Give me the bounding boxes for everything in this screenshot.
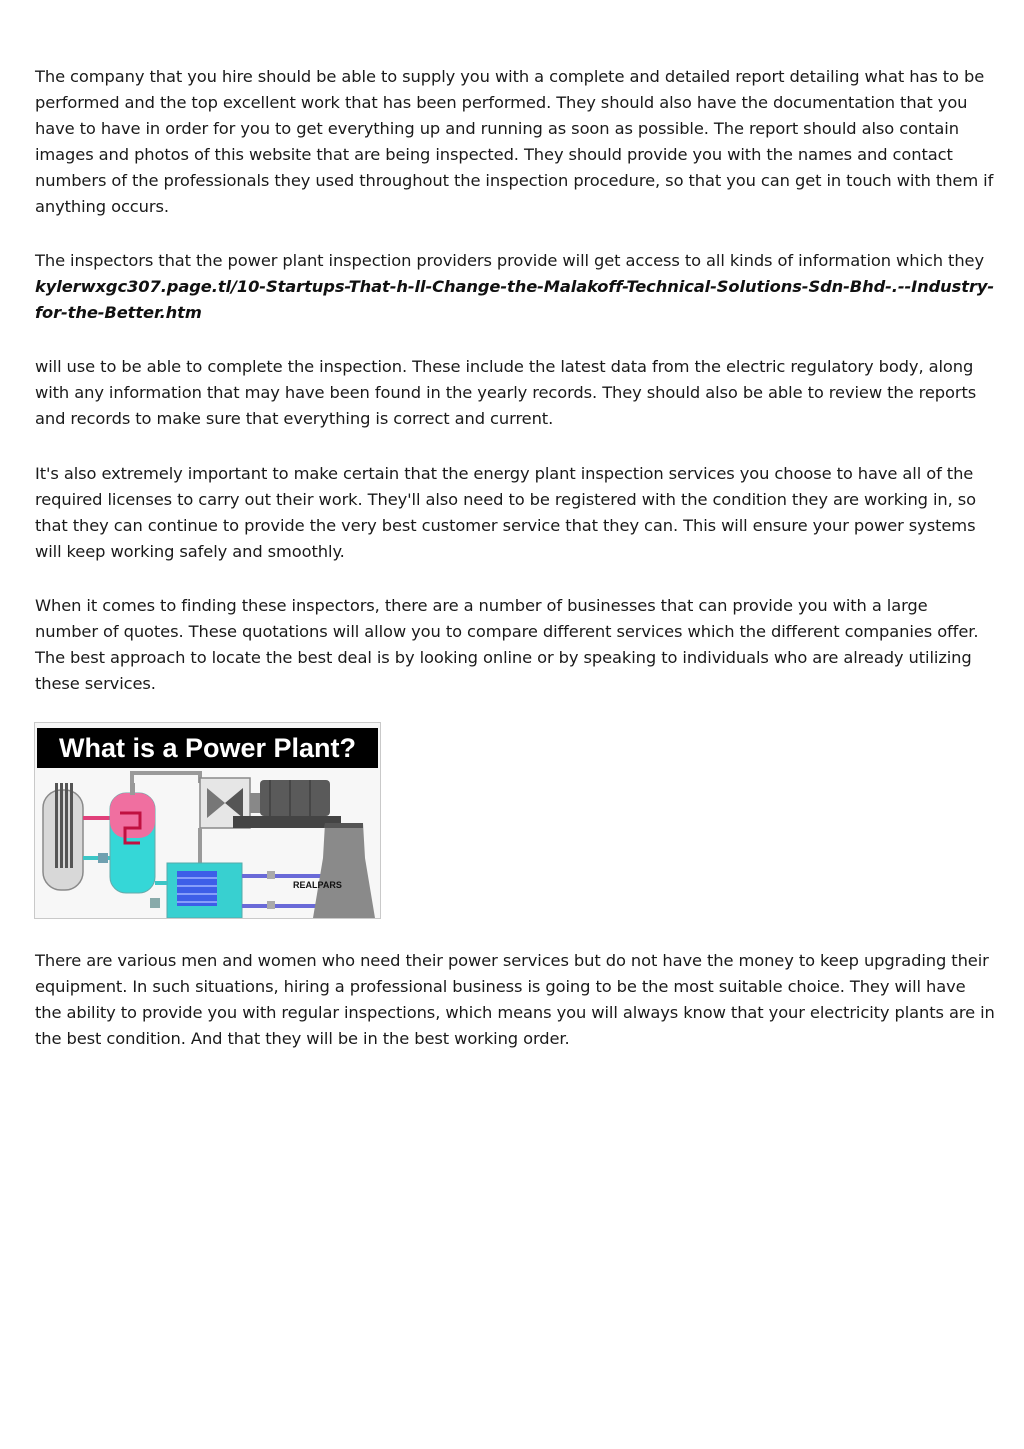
paragraph-6: There are various men and women who need their power services but do not have the money to keep upgrading their equipment. In such situations, hiring a professional business is going to be the most suitable choice. They will have the ability to provide you with regular inspections, which means you will always know that your electricity plants are in the best condition. And that they will be in the best working order. [35, 951, 995, 1048]
condenser [167, 863, 242, 918]
steam-generator [110, 783, 155, 893]
paragraph-2 [35, 248, 995, 326]
power-plant-image [34, 722, 381, 919]
cooling-tower [313, 823, 375, 918]
paragraph-1: The company that you hire should be able to supply you with a complete and detailed report detailing what has to be performed and the top excellent work that has been performed. They should also have the documentation that you have to have in order for you to get everything up and running as soon as possible. The report should also contain images and photos of this website that are being inspected. They should provide you with the names and contact numbers of the professionals they used throughout the inspection procedure, so that you can get in touch with them if anything occurs. [35, 67, 994, 216]
paragraph-5: When it comes to finding these inspectors, there are a number of businesses that can provide you with a large number of quotes. These quotations will allow you to compare different services which the different companies offer. The best approach to locate the best deal is by looking online or by speaking to individuals who are already utilizing these services. [35, 596, 979, 693]
reactor-vessel [43, 783, 83, 890]
paragraph-4: It's also extremely important to make certain that the energy plant inspection services you choose to have all of the required licenses to carry out their work. They'll also need to be registered with the condition they are working in, so that they can continue to provide the very best customer service that they can. This will ensure your power systems will keep working safely and smoothly. [35, 464, 977, 561]
power-plant-diagram [35, 768, 380, 918]
article-link[interactable]: kylerwxgc307.page.tl/10-Startups-That-h-ll-Change-the-Malakoff-Technical-Solutions-Sdn-Bhd-.--Industry-for-the-Better.htm [35, 277, 995, 322]
paragraph-2-text: The inspectors that the power plant inspection providers provide will get access to all kinds of information which they [35, 251, 984, 270]
paragraph-3: will use to be able to complete the inspection. These include the latest data from the electric regulatory body, along with any information that may have been found in the yearly records. They should also be able to review the reports and records to make sure that everything is correct and current. [35, 357, 977, 428]
brand-logo-text: REALPARS [293, 880, 342, 890]
image-banner-title: What is a Power Plant? [37, 728, 378, 768]
